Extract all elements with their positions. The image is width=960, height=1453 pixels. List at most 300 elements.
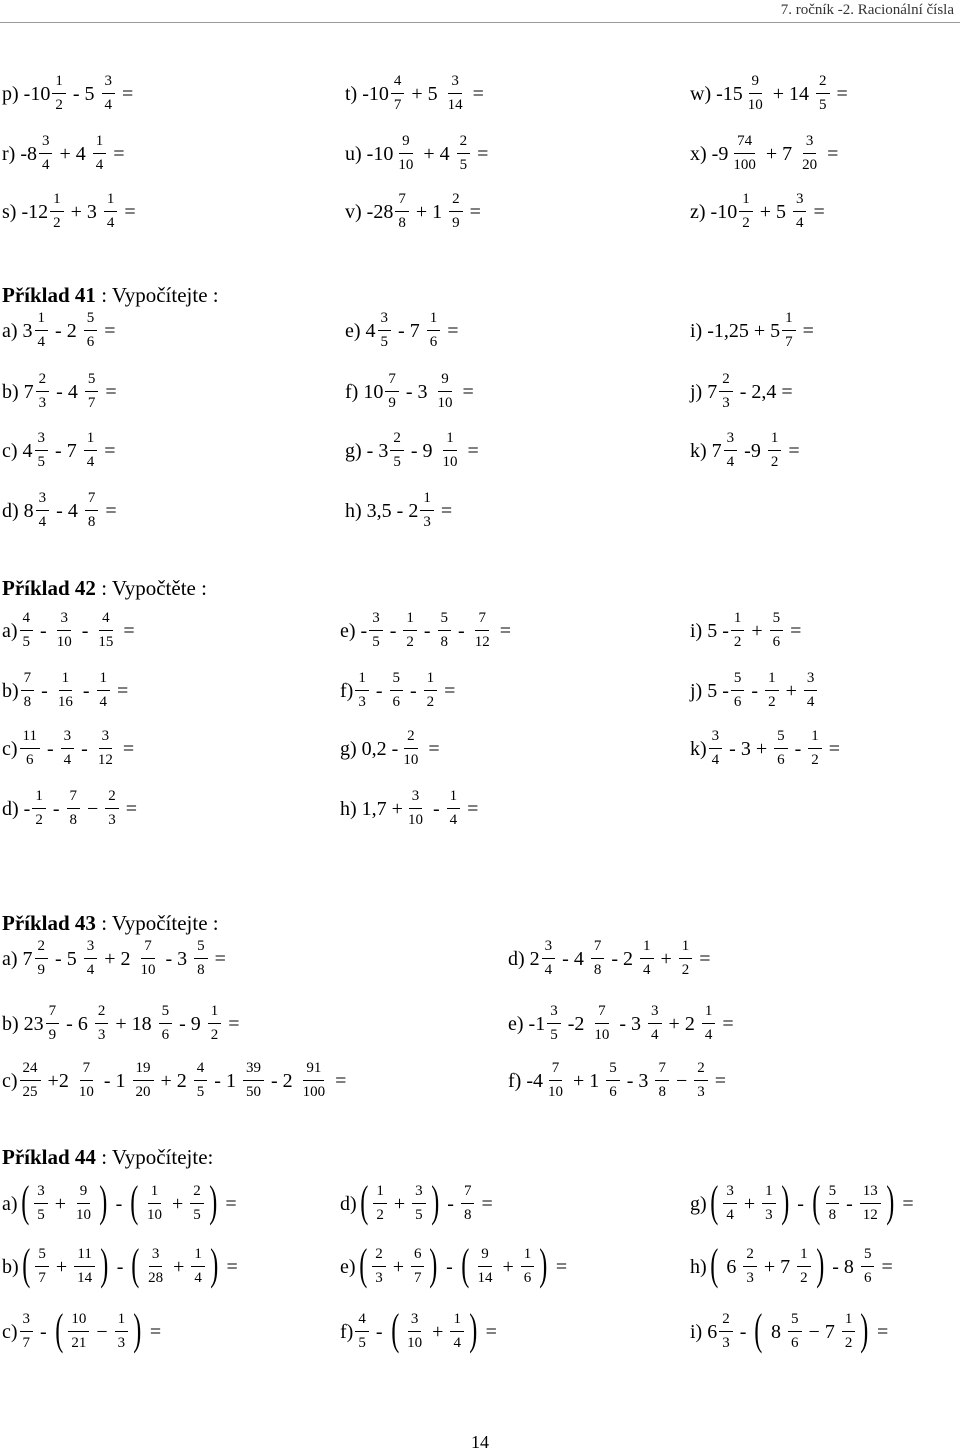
fraction	[378, 310, 392, 352]
right-paren: )	[860, 1304, 869, 1354]
fraction-denominator: 4	[453, 1335, 461, 1352]
operator-text: - 8	[832, 1255, 854, 1278]
exercise-item	[2, 490, 122, 532]
exercise-label: b)	[2, 679, 19, 702]
fraction-numerator: 3	[412, 1183, 426, 1204]
fraction	[445, 73, 466, 115]
exercise-item	[2, 191, 141, 233]
fraction-numerator: 2	[743, 1246, 757, 1267]
fraction-denominator: 7	[38, 1270, 46, 1287]
fraction	[724, 430, 738, 472]
fraction-numerator: 1	[191, 1246, 205, 1267]
fraction	[816, 73, 830, 115]
fraction-denominator: 10	[407, 1335, 423, 1352]
operator-text: - 1	[103, 1069, 126, 1092]
fraction-denominator: 3	[97, 1027, 106, 1044]
fraction	[32, 788, 46, 830]
exercise-item	[2, 938, 231, 980]
exercise-item	[2, 1060, 351, 1102]
fraction	[808, 728, 822, 770]
fraction	[76, 1060, 97, 1102]
fraction-denominator: 6	[523, 1270, 532, 1287]
fraction-denominator: 2	[426, 694, 435, 711]
fraction-denominator: 10	[407, 812, 423, 829]
fraction-numerator: 7	[655, 1060, 669, 1081]
fraction-denominator: 12	[97, 752, 113, 769]
fraction-numerator: 3	[408, 1311, 422, 1332]
fraction-numerator: 5	[159, 1003, 173, 1024]
fraction	[194, 938, 208, 980]
exercise-item	[2, 728, 139, 770]
exercise-item	[2, 73, 138, 115]
fraction-denominator: 4	[711, 752, 720, 769]
fraction-numerator: 1	[762, 1183, 776, 1204]
left-paren: (	[55, 1304, 64, 1354]
fraction-numerator: 3	[57, 610, 71, 631]
exercise-label: c)	[2, 1069, 18, 1092]
fraction-denominator: 100	[733, 157, 756, 174]
fraction	[84, 938, 98, 980]
fraction-denominator: 14	[447, 97, 463, 114]
operator-text: =	[881, 1255, 893, 1278]
exercise-label: e) -	[340, 619, 368, 642]
fraction	[35, 938, 49, 980]
fraction-numerator: 3	[84, 938, 98, 959]
fraction-numerator: 2	[372, 1246, 386, 1267]
fraction-numerator: 1	[447, 788, 461, 809]
fraction	[369, 610, 383, 652]
fraction-denominator: 3	[697, 1084, 705, 1101]
fraction	[782, 310, 796, 352]
operator-text: + 2	[104, 947, 131, 970]
fraction	[702, 1003, 716, 1045]
page-header	[0, 0, 960, 23]
exercise-label: d) 2	[508, 947, 540, 970]
fraction-denominator: 8	[69, 812, 77, 829]
fraction-numerator: 7	[67, 788, 81, 809]
fraction-denominator: 9	[37, 962, 46, 979]
fraction-numerator: 7	[595, 1003, 609, 1024]
fraction-denominator: 10	[594, 1027, 610, 1044]
fraction-numerator: 2	[105, 788, 119, 809]
fraction-denominator: 50	[245, 1084, 261, 1101]
operator-text: -	[82, 679, 90, 702]
fraction	[52, 73, 66, 115]
fraction	[461, 1183, 475, 1225]
operator-text: =	[226, 1255, 238, 1278]
fraction-numerator: 1	[739, 191, 753, 212]
exercise-item	[2, 133, 130, 175]
fraction-denominator: 9	[388, 395, 396, 412]
operator-text: - 1	[214, 1069, 236, 1092]
exercise-item	[2, 310, 121, 352]
section-title-44: Příklad 44 : Vypočítejte:	[2, 1145, 214, 1169]
fraction-numerator: 2	[390, 430, 404, 451]
fraction-numerator: 10	[68, 1311, 89, 1332]
fraction	[438, 610, 452, 652]
fraction	[85, 371, 99, 413]
operator-text: +	[392, 1255, 404, 1278]
left-paren: (	[131, 1239, 140, 1289]
fraction	[20, 610, 34, 652]
fraction	[35, 1246, 49, 1288]
operator-text: -	[458, 619, 465, 642]
fraction	[84, 310, 98, 352]
operator-text: - 4	[56, 380, 78, 403]
fraction-numerator: 7	[461, 1183, 475, 1204]
exercise-label: g) - 3	[345, 439, 389, 462]
fraction-denominator: 6	[863, 1270, 872, 1287]
exercise-label: k)	[690, 737, 707, 760]
fraction	[731, 670, 745, 712]
operator-text: +	[55, 1255, 68, 1278]
fraction	[102, 73, 116, 115]
operator-text: -2	[567, 1012, 585, 1035]
exercise-label: a) 7	[2, 947, 33, 970]
right-paren: )	[430, 1176, 439, 1226]
fraction-numerator: 1	[59, 670, 73, 691]
fraction	[640, 938, 654, 980]
fraction	[719, 371, 733, 413]
fraction	[799, 133, 820, 175]
exercise-label: c)	[2, 1320, 18, 1343]
operator-text: =	[125, 797, 138, 820]
fraction	[36, 371, 50, 413]
fraction-numerator: 2	[719, 1311, 733, 1332]
fraction-numerator: 6	[411, 1246, 425, 1267]
exercise-label: e) -1	[508, 1012, 546, 1035]
right-paren: )	[429, 1239, 438, 1289]
fraction	[745, 73, 766, 115]
operator-text: + 1	[415, 200, 443, 223]
fraction-denominator: 6	[791, 1335, 799, 1352]
exercise-item	[340, 788, 483, 830]
operator-text: -	[797, 1192, 804, 1215]
fraction-numerator: 1	[443, 430, 457, 451]
fraction	[159, 1003, 173, 1045]
fraction	[730, 133, 759, 175]
fraction-numerator: 39	[243, 1060, 264, 1081]
fraction	[400, 728, 421, 770]
fraction-denominator: 7	[87, 395, 96, 412]
operator-text: =	[428, 737, 440, 760]
fraction	[61, 728, 75, 770]
fraction	[191, 1246, 205, 1288]
operator-text: +	[751, 619, 763, 642]
fraction-denominator: 10	[78, 1084, 94, 1101]
exercise-label: a) 3	[2, 319, 33, 342]
fraction	[739, 191, 753, 233]
operator-text: =	[113, 142, 125, 165]
operator-text: - 5	[72, 82, 95, 105]
operator-text: + 2	[160, 1069, 187, 1092]
operator-text: =	[440, 499, 453, 522]
fraction-numerator: 1	[93, 133, 107, 154]
operator-text: -	[389, 619, 397, 642]
fraction-numerator: 1	[731, 610, 745, 631]
exercise-label: e)	[340, 1255, 356, 1278]
operator-text: =	[902, 1192, 914, 1215]
fraction-denominator: 4	[86, 454, 95, 471]
fraction	[21, 670, 35, 712]
fraction-denominator: 10	[547, 1084, 563, 1101]
fraction-denominator: 3	[117, 1335, 126, 1352]
exercise-item	[2, 1239, 243, 1289]
exercise-label: w) -15	[690, 82, 743, 105]
fraction	[20, 728, 40, 770]
fraction-numerator: 3	[39, 133, 53, 154]
operator-text: =	[813, 200, 825, 223]
fraction	[412, 1183, 426, 1225]
exercise-item	[690, 1176, 919, 1226]
fraction	[391, 73, 405, 115]
operator-text: =	[788, 439, 800, 462]
operator-text: =	[122, 82, 134, 105]
fraction-denominator: 100	[302, 1084, 326, 1101]
fraction-denominator: 28	[148, 1270, 164, 1287]
exercise-item	[345, 430, 484, 472]
fraction-numerator: 5	[774, 728, 788, 749]
exercise-item	[690, 728, 845, 770]
fraction-numerator: 2	[449, 191, 463, 212]
operator-text: =	[225, 1192, 237, 1215]
fraction-numerator: 1	[84, 430, 98, 451]
operator-text: =	[555, 1255, 568, 1278]
fraction-numerator: 7	[141, 938, 155, 959]
operator-text: =	[802, 319, 814, 342]
fraction-numerator: 7	[46, 1003, 60, 1024]
fraction	[472, 610, 493, 652]
right-paren: )	[780, 1176, 789, 1226]
operator-text: + 3	[70, 200, 97, 223]
fraction	[762, 1183, 776, 1225]
fraction-numerator: 3	[793, 191, 807, 212]
fraction-numerator: 1	[842, 1311, 856, 1332]
fraction-denominator: 6	[777, 752, 785, 769]
fraction	[385, 371, 399, 413]
operator-text: =	[714, 1069, 726, 1092]
fraction	[395, 191, 409, 233]
section-title-41: Příklad 41 : Vypočítejte :	[2, 283, 219, 307]
fraction	[768, 430, 782, 472]
exercise-label: v) -28	[345, 200, 394, 223]
fraction-denominator: 3	[358, 694, 366, 711]
fraction-denominator: 4	[37, 334, 46, 351]
operator-text: =	[122, 737, 135, 760]
exercise-label: h)	[690, 1255, 707, 1278]
fraction	[542, 938, 556, 980]
right-paren: )	[209, 1176, 218, 1226]
fraction-denominator: 4	[544, 962, 553, 979]
fraction	[95, 1003, 109, 1045]
fraction	[243, 1060, 264, 1102]
fraction	[300, 1060, 329, 1102]
operator-text: 8	[771, 1320, 782, 1343]
operator-text: =	[836, 82, 848, 105]
exercise-item	[2, 1304, 166, 1354]
operator-text: -9	[744, 439, 761, 462]
fraction-numerator: 3	[20, 1311, 34, 1332]
fraction-denominator: 3	[38, 395, 47, 412]
fraction-denominator: 3	[108, 812, 116, 829]
operator-text: - 6	[66, 1012, 88, 1035]
fraction-denominator: 2	[768, 694, 776, 711]
exercise-label: i) -1,25 + 5	[690, 319, 781, 342]
fraction	[648, 1003, 662, 1045]
right-paren: )	[886, 1176, 895, 1226]
fraction-numerator: 1	[115, 1311, 129, 1332]
fraction-denominator: 4	[99, 694, 108, 711]
right-paren: )	[133, 1304, 142, 1354]
fraction-numerator: 5	[826, 1183, 840, 1204]
fraction-numerator: 1	[97, 670, 111, 691]
right-paren: )	[815, 1239, 824, 1289]
fraction-numerator: 3	[542, 938, 556, 959]
fraction	[105, 788, 119, 830]
fraction-denominator: 2	[800, 1270, 808, 1287]
fraction	[54, 610, 75, 652]
fraction-denominator: 5	[459, 157, 468, 174]
fraction-numerator: 74	[734, 133, 755, 154]
operator-text: - 5	[55, 947, 77, 970]
page-number: 14	[471, 1432, 489, 1452]
fraction	[395, 133, 416, 175]
exercise-label: h) 3,5 - 2	[345, 499, 419, 522]
fraction-numerator: 5	[731, 670, 745, 691]
fraction-numerator: 7	[549, 1060, 563, 1081]
exercise-label: g) 0,2 -	[340, 737, 399, 760]
fraction-numerator: 2	[95, 1003, 109, 1024]
exercise-item	[2, 1003, 245, 1045]
fraction	[144, 1183, 165, 1225]
fraction-denominator: 10	[747, 97, 763, 114]
fraction-numerator: 1	[765, 670, 779, 691]
fraction-denominator: 2	[811, 752, 819, 769]
fraction-numerator: 1	[808, 728, 822, 749]
fraction-denominator: 5	[393, 454, 401, 471]
fraction	[679, 938, 693, 980]
operator-text: =	[699, 947, 711, 970]
operator-text: - 3	[165, 947, 188, 970]
fraction-denominator: 4	[726, 1207, 734, 1224]
exercise-label: u) -10	[345, 142, 394, 165]
fraction-numerator: 5	[788, 1311, 802, 1332]
fraction-numerator: 1	[208, 1003, 222, 1024]
exercise-label: x) -9	[690, 142, 729, 165]
fraction	[440, 430, 461, 472]
fraction-numerator: 1	[702, 1003, 716, 1024]
fraction	[694, 1060, 708, 1102]
right-paren: )	[100, 1239, 109, 1289]
operator-text: - 3	[619, 1012, 642, 1035]
fraction-denominator: 4	[449, 812, 458, 829]
fraction	[861, 1246, 875, 1288]
fraction-denominator: 5	[358, 1335, 366, 1352]
exercise-item	[690, 371, 798, 413]
fraction	[190, 1183, 204, 1225]
fraction-denominator: 10	[75, 1207, 91, 1224]
fraction-denominator: 4	[726, 454, 735, 471]
fraction-denominator: 2	[742, 215, 750, 232]
fraction	[355, 1311, 369, 1353]
fraction-denominator: 21	[71, 1335, 87, 1352]
fraction-numerator: 3	[409, 788, 423, 809]
fraction	[68, 1311, 89, 1353]
right-paren: )	[539, 1239, 548, 1289]
exercise-item	[690, 430, 805, 472]
fraction-denominator: 10	[140, 962, 156, 979]
fraction-numerator: 5	[861, 1246, 875, 1267]
exercise-item	[2, 1176, 242, 1226]
fraction-numerator: 9	[77, 1183, 91, 1204]
fraction-numerator: 2	[816, 73, 830, 94]
operator-text: - 3	[405, 380, 428, 403]
exercise-label: d) 8	[2, 499, 34, 522]
fraction-numerator: 3	[61, 728, 75, 749]
fraction-denominator: 2	[406, 634, 414, 651]
fraction-numerator: 1	[424, 670, 438, 691]
exercise-label: j) 5 -	[690, 679, 729, 702]
operator-text: − 7	[808, 1320, 835, 1343]
fraction-numerator: 3	[724, 430, 738, 451]
fraction-numerator: 4	[391, 73, 405, 94]
operator-text: =	[214, 947, 226, 970]
operator-text: =	[105, 499, 117, 522]
operator-text: + 4	[423, 142, 450, 165]
exercise-item	[690, 310, 819, 352]
fraction	[804, 670, 818, 712]
fraction	[450, 1311, 464, 1353]
operator-text: −	[96, 1320, 108, 1343]
fraction-numerator: 9	[478, 1246, 492, 1267]
operator-text: =	[462, 380, 474, 403]
fraction-denominator: 20	[135, 1084, 151, 1101]
fraction	[194, 1060, 208, 1102]
fraction	[405, 788, 426, 830]
fraction	[842, 1311, 856, 1353]
fraction	[457, 133, 471, 175]
operator-text: +	[502, 1255, 514, 1278]
fraction	[208, 1003, 222, 1045]
operator-text: -	[423, 619, 431, 642]
fraction	[67, 788, 81, 830]
fraction	[390, 430, 404, 472]
fraction-denominator: 5	[415, 1207, 423, 1224]
fraction	[20, 1311, 34, 1353]
operator-text: -	[41, 679, 48, 702]
exercise-label: g)	[690, 1192, 707, 1215]
exercise-label: t) -10	[345, 82, 389, 105]
operator-text: -	[846, 1192, 853, 1215]
fraction-numerator: 7	[475, 610, 489, 631]
exercise-item	[2, 670, 133, 712]
fraction-denominator: 5	[37, 1207, 45, 1224]
fraction-denominator: 14	[477, 1270, 493, 1287]
exercise-label: j) 7	[690, 380, 718, 403]
fraction-numerator: 3	[378, 310, 392, 331]
fraction-numerator: 1	[403, 610, 417, 631]
fraction	[826, 1183, 840, 1225]
fraction-numerator: 3	[149, 1246, 163, 1267]
operator-text: =	[481, 1192, 493, 1215]
fraction-denominator: 6	[772, 634, 781, 651]
fraction-denominator: 4	[795, 215, 804, 232]
exercise-item	[340, 610, 516, 652]
fraction	[104, 191, 118, 233]
fraction-denominator: 3	[375, 1270, 383, 1287]
right-paren: )	[210, 1239, 219, 1289]
fraction-numerator: 7	[21, 670, 35, 691]
